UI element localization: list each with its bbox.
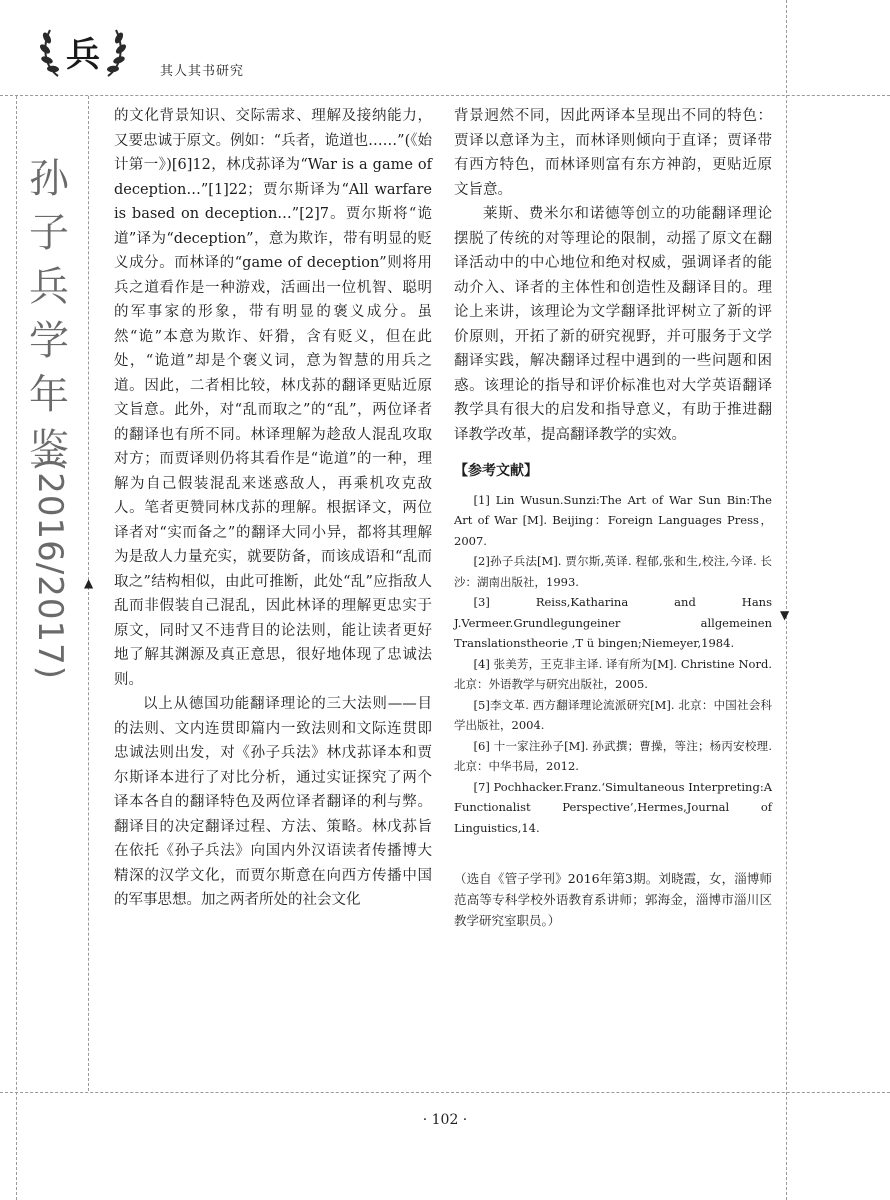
right-margin-rule bbox=[786, 0, 787, 1200]
article-column-left bbox=[114, 104, 432, 913]
source-note: （选自《管子学刊》2016年第3期。刘晓霞，女，淄博师范高等专科学校外语教育系讲师；郭海金，淄博市淄川区教学研究室职员。） bbox=[454, 871, 772, 928]
running-header-title: 其人其书研究 bbox=[160, 64, 245, 79]
down-arrow-icon: ▼ bbox=[780, 608, 790, 622]
svg-text:兵: 兵 bbox=[66, 35, 100, 75]
up-arrow-icon: ▲ bbox=[84, 576, 94, 590]
side-title-char: 鉴 bbox=[29, 426, 69, 472]
page-number: · 102 · bbox=[422, 1112, 468, 1128]
reference-item: [2]孙子兵法[M]. 贾尔斯,英译. 程郁,张和生,校注,今译. 长沙：湖南出版社，1993. bbox=[454, 554, 772, 589]
article-column-right bbox=[454, 104, 772, 931]
reference-item: [1] Lin Wusun.Sunzi:The Art of War Sun Bin:The Art of War [M]. Beijing：Foreign Languages Press，2007. bbox=[454, 492, 772, 548]
side-journal-title bbox=[24, 152, 74, 476]
reference-item: [6] 十一家注孙子[M]. 孙武撰；曹操，等注；杨丙安校理. 北京：中华书局，2012. bbox=[454, 738, 772, 773]
body-paragraph: 的文化背景知识、交际需求、理解及接纳能力，又要忠诚于原文。例如：“兵者，诡道也……”(《始计第一》)[6]12，林戊荪译为“War is a game of deception…”[1]22；贾尔斯译为“All warfare is based on deception…”[2]7。贾尔斯将“诡道”译为“deception”，意为欺诈，带有明显的贬义成分。而林译的“game of deception”则将用兵之道看作是一种游戏，活画出一位机智、聪明的军事家的形象，带有明显的褒义成分。虽然“诡”本意为欺诈、奸猾，含有贬义，但在此处，“诡道”却是个褒义词，意为智慧的用兵之道。因此，二者相比较，林戊荪的翻译更贴近原文旨意。此外，对“乱而取之”的“乱”，两位译者的翻译也有所不同。林译理解为趁敌人混乱攻取对方；而贾译则仍将其看作是“诡道”的一种，理解为自己假装混乱来迷惑敌人，再乘机攻克敌人。笔者更赞同林戊荪的理解。根据译文，两位译者对“实而备之”的翻译大同小异，都将其理解为是敌人力量充实，就要防备，而该成语和“乱而取之”结构相似，由此可推断，此处“乱”应指敌人乱而非假装自己混乱，因此林译的理解更忠实于原文，同时又不违背目的论法则，能让读者更好地了解其渊源及真正意思，很好地体现了忠诚法则。 bbox=[114, 108, 432, 688]
body-paragraph: 莱斯、费米尔和诺德等创立的功能翻译理论摆脱了传统的对等理论的限制，动摇了原文在翻译活动中的中心地位和绝对权威，强调译者的能动介入、译者的主体性和创造性及翻译目的。理论上来讲，该理论为文学翻译批评树立了新的评价原则，开拓了新的研究视野，并可服务于文学翻译实践，解决翻译过程中遇到的一些问题和困惑。该理论的指导和评价标准也对大学英语翻译教学具有很大的启发和指导意义，有助于推进翻译教学改革，提高翻译教学的实效。 bbox=[454, 206, 772, 443]
reference-item: [7] Pochhacker.Franz.‘Simultaneous Interpreting:A Functionalist Perspective’,Hermes,Journal of Linguistics,14. bbox=[454, 779, 772, 835]
laurel-emblem-icon bbox=[38, 22, 128, 84]
side-title-char: 子 bbox=[29, 210, 69, 256]
side-title-char: 年 bbox=[29, 372, 69, 418]
body-paragraph: 以上从德国功能翻译理论的三大法则——目的法则、文内连贯即篇内一致法则和文际连贯即忠诚法则出发，对《孙子兵法》林戊荪译本和贾尔斯译本进行了对比分析，通过实证探究了两个译本各自的翻译特色及两位译者翻译的利与弊。翻译目的决定翻译过程、方法、策略。林戊荪旨在依托《孙子兵法》向国内外汉语读者传播博大精深的汉学文化，而贾尔斯意在向西方传播中国的军事思想。加之两者所处的社会文化 bbox=[114, 696, 432, 908]
left-margin-rule bbox=[88, 96, 89, 1091]
inner-left-edge-rule bbox=[16, 96, 17, 1200]
body-paragraph: 背景迥然不同，因此两译本呈现出不同的特色：贾译以意译为主，而林译则倾向于直译；贾译带有西方特色，而林译则富有东方神韵，更贴近原文旨意。 bbox=[454, 108, 772, 198]
footer-rule bbox=[0, 1092, 890, 1093]
header-rule bbox=[0, 95, 890, 96]
reference-item: [4] 张美芳，王克非主译. 译有所为[M]. Christine Nord. 北京：外语教学与研究出版社，2005. bbox=[454, 656, 772, 691]
side-title-char: 学 bbox=[29, 318, 69, 364]
references-heading: 【参考文献】 bbox=[454, 463, 538, 479]
reference-list bbox=[454, 490, 772, 839]
reference-item: [3] Reiss,Katharina and Hans J.Vermeer.Grundlegungeiner allgemeinen Translationstheorie ,T ü bingen;Niemeyer,1984. bbox=[454, 595, 772, 650]
side-year-label: (2016/2017) bbox=[30, 457, 71, 681]
reference-item: [5]李文革. 西方翻译理论流派研究[M]. 北京：中国社会科学出版社，2004. bbox=[454, 697, 772, 732]
side-title-char: 孙 bbox=[29, 156, 69, 202]
side-title-char: 兵 bbox=[29, 264, 69, 310]
